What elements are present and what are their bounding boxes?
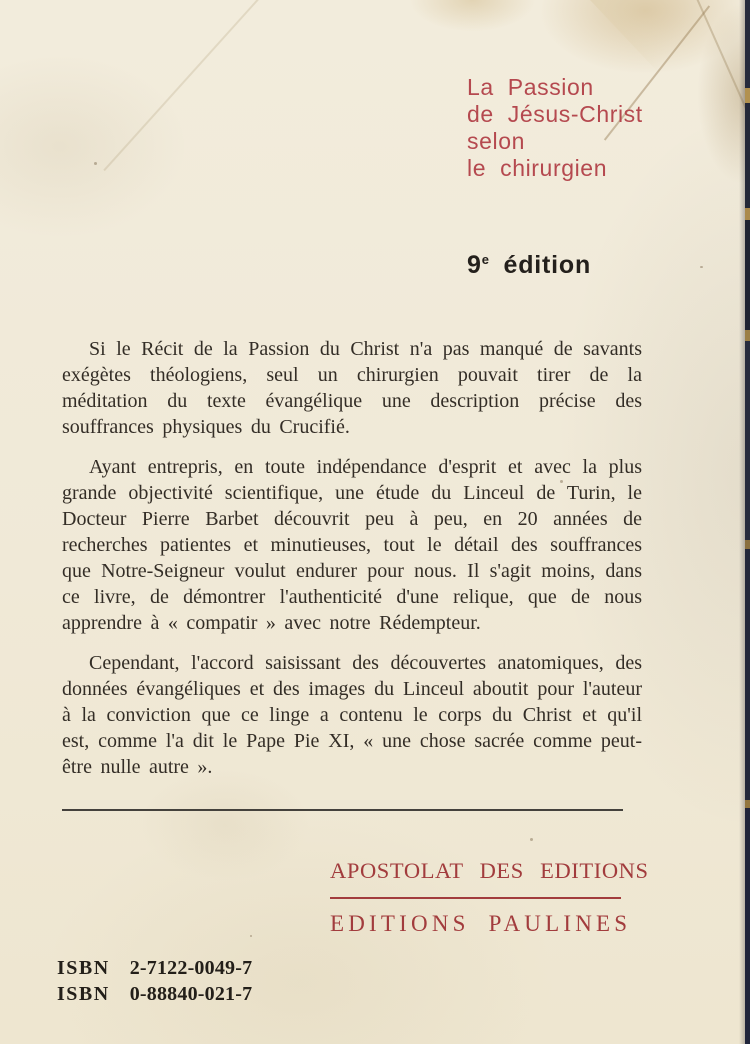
book-spine-edge — [745, 0, 750, 1044]
isbn-row — [57, 983, 252, 1009]
divider-rule — [62, 809, 623, 811]
edition-label — [467, 251, 591, 280]
edition-number: 9 — [467, 251, 482, 279]
paper-speck — [94, 162, 97, 165]
isbn-block — [57, 957, 252, 1009]
publisher-apostolat: APOSTOLAT DES EDITIONS — [330, 858, 649, 883]
paper-speck — [530, 838, 533, 841]
book-title-line: La Passion — [467, 74, 594, 100]
isbn-label: ISBN — [57, 983, 110, 1005]
publisher-block — [330, 858, 649, 937]
paragraph-1: Si le Récit de la Passion du Christ n'a pas manqué de savants exégètes théologiens, seul un chirurgien pouvait tirer de la méditation du texte évangélique une description précise des souffrances physiques du Crucifié. — [62, 338, 642, 438]
book-title-line: selon — [467, 128, 525, 154]
isbn-row — [57, 957, 252, 983]
paragraph-3: Cependant, l'accord saisissant des découvertes anatomiques, des données évangéliques et des images du Linceul aboutit pour l'auteur à la conviction que ce linge a contenu le corps du Christ et qu'il est, comme l'a dit le Pape Pie XI, « une chose sacrée comme peut-être nulle autre ». — [62, 652, 642, 778]
back-cover-text — [62, 336, 642, 780]
publisher-paulines: EDITIONS PAULINES — [330, 911, 632, 936]
isbn-number: 0-88840-021-7 — [129, 983, 253, 1005]
book-title-line: le chirurgien — [467, 155, 608, 181]
isbn-label: ISBN — [57, 957, 110, 979]
book-title-line: de Jésus-Christ — [467, 101, 643, 127]
publisher-divider-rule — [330, 897, 621, 899]
paper-speck — [250, 935, 252, 937]
edition-word: édition — [503, 251, 592, 279]
paper-crease — [103, 0, 258, 171]
paper-stain — [590, 0, 710, 70]
book-title — [467, 74, 643, 182]
paragraph-2: Ayant entrepris, en toute indépendance d'esprit et avec la plus grande objectivité scientifique, une étude du Linceul de Turin, le Docteur Pierre Barbet découvrit peu à peu, en 20 années de recherches patientes et minutieuses, tout le détail des souffrances que Notre-Seigneur voulut endurer pour nous. Il s'agit moins, dans ce livre, de démontrer l'authenticité d'une relique, que de nous apprendre à « compatir » avec notre Rédempteur. — [62, 456, 642, 634]
edition-superscript: e — [481, 252, 490, 267]
paper-speck — [700, 266, 703, 268]
isbn-number: 2-7122-0049-7 — [129, 957, 253, 979]
